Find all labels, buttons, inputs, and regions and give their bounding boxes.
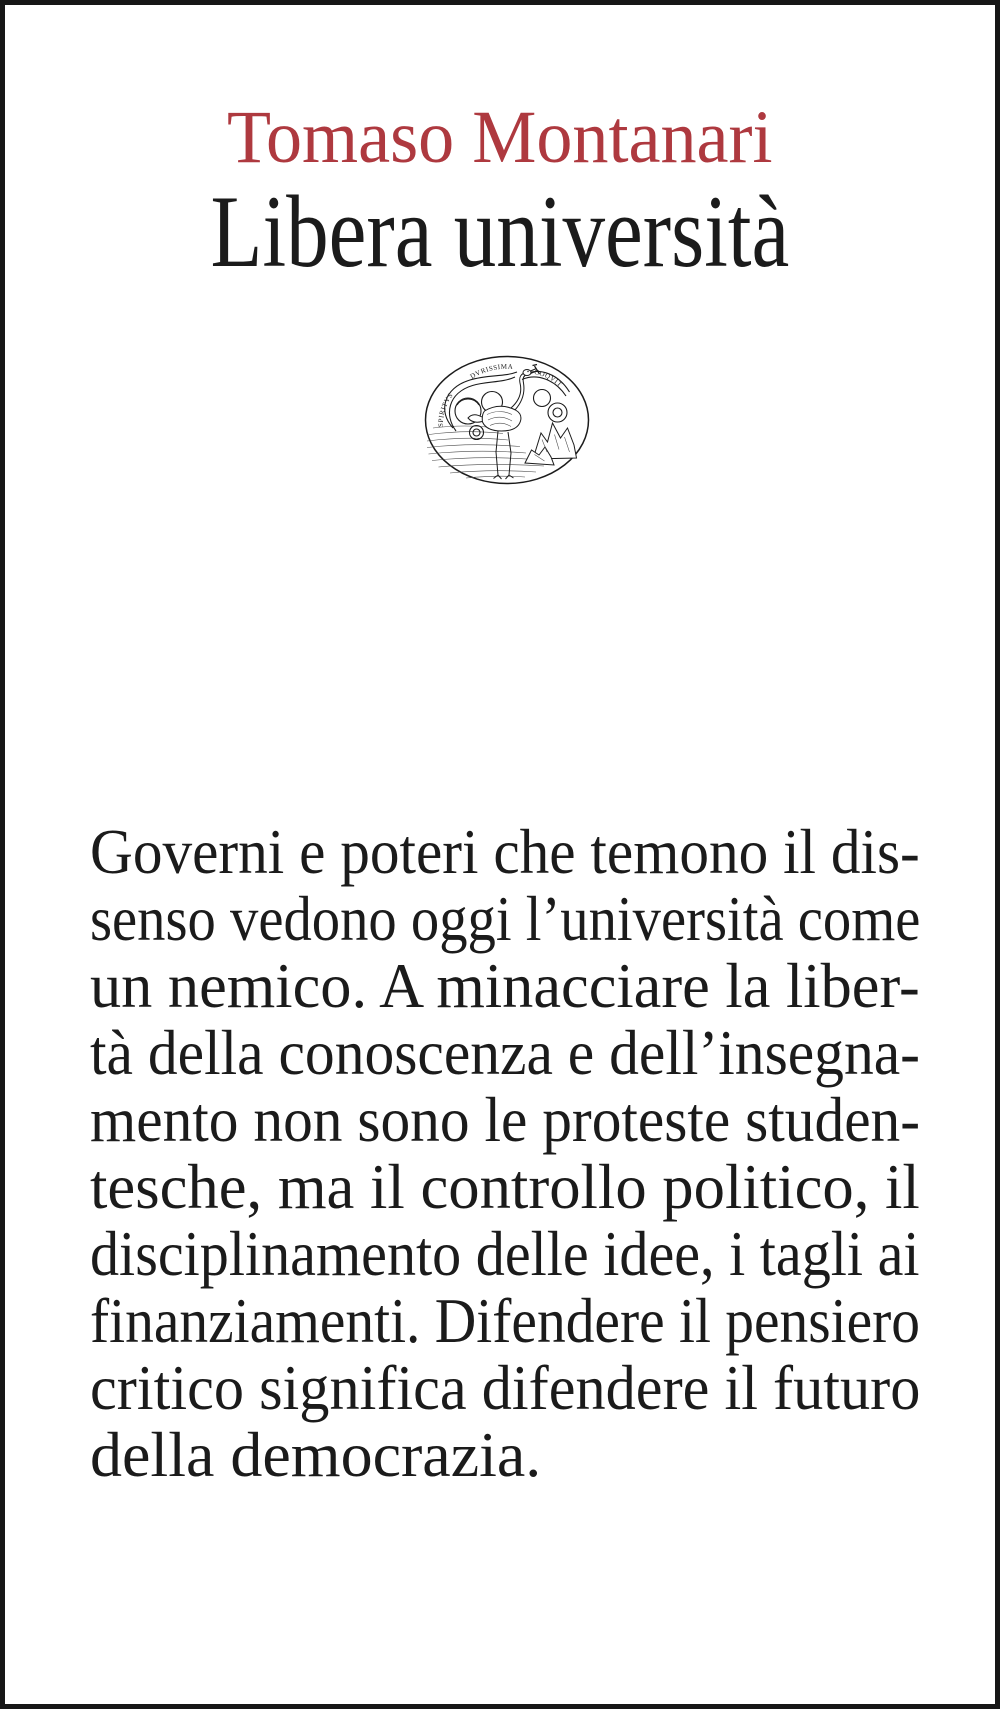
book-title [210, 175, 790, 291]
blurb-line [90, 885, 920, 952]
blurb-line [90, 1354, 920, 1421]
blurb-line-text: Governi e poteri che temono il dis- [90, 816, 920, 887]
logo-motto-right: COQVIT [533, 368, 564, 389]
blurb-line [90, 1220, 920, 1287]
blurb-line-text: della democrazia. [90, 1419, 542, 1490]
blurb-line [90, 1019, 920, 1086]
author-name [227, 96, 773, 180]
blurb-line-text: tà della conoscenza e dell’insegna- [90, 1017, 920, 1088]
book-title-text: Libera università [210, 175, 790, 289]
blurb-line-text: senso vedono oggi l’università come [90, 883, 921, 954]
blurb-line [90, 952, 920, 1019]
publisher-ostrich-emblem-icon [422, 352, 592, 488]
blurb-line-text: tesche, ma il controllo politico, il [90, 1151, 920, 1222]
blurb-line-text: finanziamenti. Difendere il pensiero [90, 1285, 921, 1356]
blurb-line-text: mento non sono le proteste studen- [90, 1084, 921, 1155]
blurb-line [90, 1153, 920, 1220]
author-name-text: Tomaso Montanari [227, 96, 773, 179]
blurb-line [90, 1086, 920, 1153]
blurb-line-text: un nemico. A minacciare la liber- [90, 950, 920, 1021]
blurb-line [90, 818, 920, 885]
blurb-line [90, 1421, 920, 1488]
blurb-text [90, 818, 920, 1488]
logo-motto-center: DVRISSIMA [468, 362, 514, 381]
blurb-line-text: disciplinamento delle idee, i tagli ai [90, 1218, 920, 1289]
logo-motto-left: SPIRITVS [436, 391, 455, 428]
blurb-line [90, 1287, 920, 1354]
blurb-line-text: critico significa difendere il futuro [90, 1352, 921, 1423]
